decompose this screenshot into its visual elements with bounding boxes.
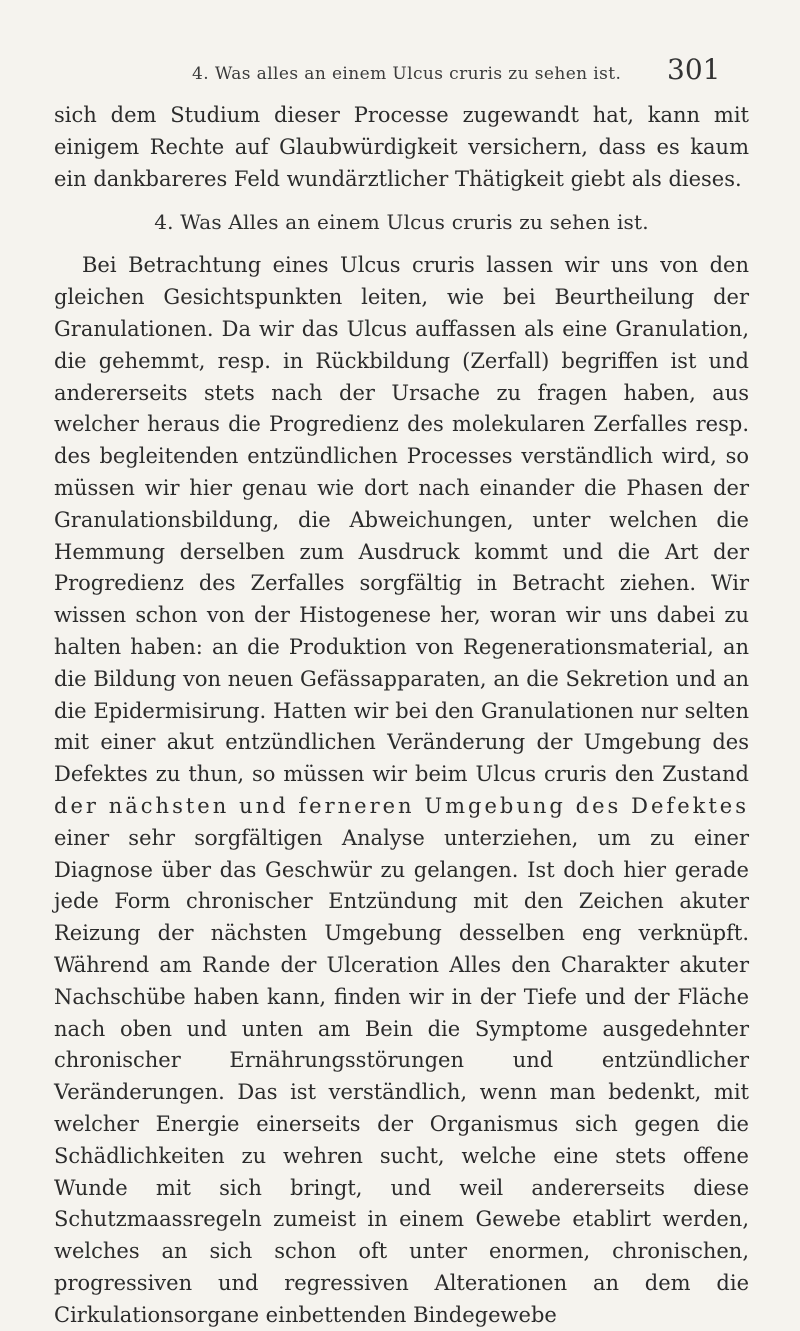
- opening-paragraph: sich dem Studium dieser Processe zugewandt hat, kann mit einigem Rechte auf Glaubwürdigkeit versichern, dass es kaum ein dankbareres Feld wundärztlicher Thätigkeit giebt als dieses.: [54, 103, 749, 191]
- page-body: [54, 100, 749, 1331]
- section-title: 4. Was Alles an einem Ulcus cruris zu sehen ist.: [154, 210, 649, 235]
- paragraph-text-part-2: einer sehr sorgfältigen Analyse unterziehen, um zu einer Diagnose über das Geschwür zu gelangen. Ist doch hier gerade jede Form chronischer Entzündung mit den Zeichen akuter Reizung der nächsten Umgebung desselben eng verknüpft. Während am Rande der Ulceration Alles den Charakter akuter Nachschübe haben kann, finden wir in der Tiefe und der Fläche nach oben und unten am Bein die Symptome ausgedehnter chronischer Ernährungsstörungen und entzündlicher Veränderungen. Das ist verständlich, wenn man bedenkt, mit welcher Energie einerseits der Organismus sich gegen die Schädlichkeiten zu wehren sucht, welche eine stets offene Wunde mit sich bringt, und weil andererseits diese Schutzmaassregeln zumeist in einem Gewebe etablirt werden, welches an sich schon oft unter enormen, chronischen, progressiven und regressiven Alterationen an dem die Cirkulationsorgane einbettenden Bindegewebe: [54, 825, 749, 1327]
- emphasized-phrase: der nächsten und ferneren Umgebung des Defektes: [54, 793, 749, 818]
- page-number: 301: [667, 53, 721, 86]
- running-header: [0, 53, 800, 96]
- main-paragraph: [54, 250, 749, 1331]
- paragraph-text-part-1: Bei Betrachtung eines Ulcus cruris lassen wir uns von den gleichen Gesichtspunkten leiten, wie bei Beurtheilung der Granulationen. Da wir das Ulcus auffassen als eine Granulation, die gehemmt, resp. in Rückbildung (Zerfall) begriffen ist und andererseits stets nach der Ursache zu fragen haben, aus welcher heraus die Progredienz des molekularen Zerfalles resp. des begleitenden entzündlichen Processes verständlich wird, so müssen wir hier genau wie dort nach einander die Phasen der Granulationsbildung, die Abweichungen, unter welchen die Hemmung derselben zum Ausdruck kommt und die Art der Progredienz des Zerfalles sorgfältig in Betracht ziehen. Wir wissen schon von der Histogenese her, woran wir uns dabei zu halten haben: an die Produktion von Regenerationsmaterial, an die Bildung von neuen Gefässapparaten, an die Sekretion und an die Epidermisirung. Hatten wir bei den Granulationen nur selten mit einer akut entzündlichen Veränderung der Umgebung des Defektes zu thun, so müssen wir beim Ulcus cruris den Zustand: [54, 253, 749, 787]
- running-title: 4. Was alles an einem Ulcus cruris zu sehen ist.: [192, 64, 622, 84]
